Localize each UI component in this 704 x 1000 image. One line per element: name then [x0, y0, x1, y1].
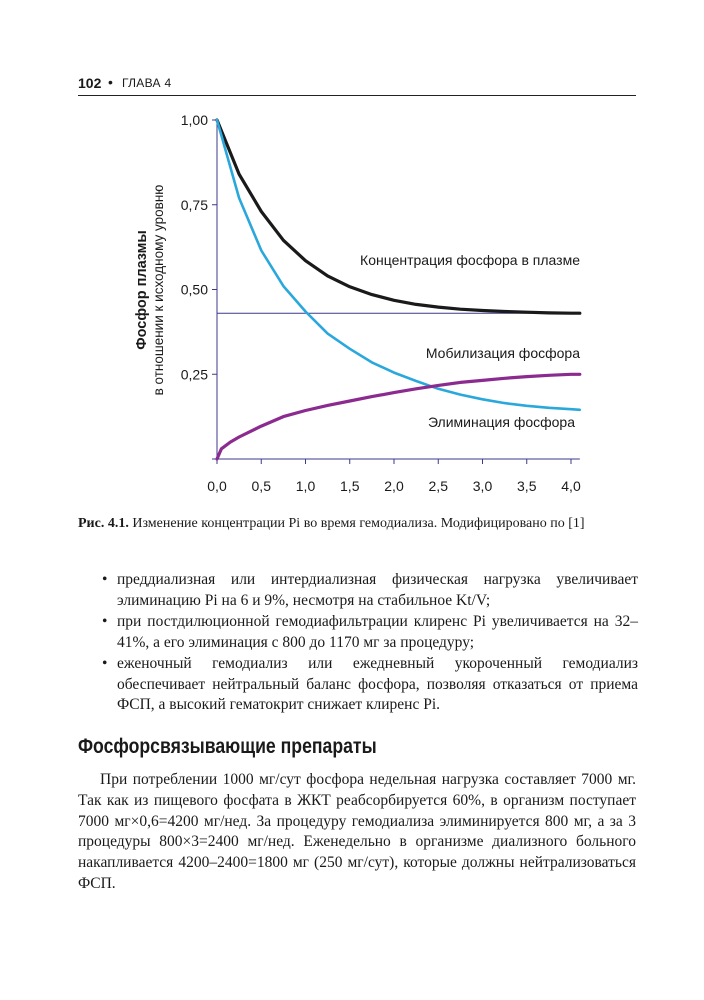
- series-annotation: Элиминация фосфора: [427, 414, 575, 430]
- caption-label: Рис. 4.1.: [78, 516, 129, 531]
- series-line: [217, 120, 580, 313]
- x-tick-label: 0,5: [251, 478, 271, 494]
- bullet-mark: •: [102, 613, 108, 630]
- running-header: [78, 73, 636, 96]
- list-item-text: еженочный гемодиализ или ежедневный укороченный гемодиализ обеспечивает нейтральный баланс фосфора, позволяя отказаться от приема ФСП, а высокий гематокрит снижает клиренс Pi.: [117, 655, 638, 713]
- bullet-mark: •: [102, 571, 108, 588]
- list-item-text: при постдилюционной гемодиафильтрации клиренс Pi увеличивается на 32–41%, а его элиминация с 800 до 1170 мг за процедуру;: [117, 613, 638, 651]
- x-tick-label: 1,0: [295, 478, 316, 494]
- x-tick-label: 3,5: [517, 478, 537, 494]
- phosphorus-chart: [0, 100, 704, 505]
- y-tick-label: 0,75: [180, 196, 208, 213]
- y-axis-subtitle: в отношении к исходному уровню: [151, 184, 166, 396]
- body-paragraph: При потреблении 1000 мг/сут фосфора недельная нагрузка составляет 7000 мг. Так как из пищевого фосфата в ЖКТ реабсорбируется 60%, в организм поступает 7000 мг×0,6=4200 мг/нед. За процедуру гемодиализа элиминируется 800 мг, а за 3 процедуры 800×3=2400 мг/нед. Еженедельно в организме диализного больного накапливается 4200–2400=1800 мг (250 мг/сут), которые должны нейтрализоваться ФСП.: [78, 771, 636, 892]
- page-number: 102: [78, 75, 102, 91]
- list-item: [102, 570, 638, 611]
- y-tick-label: 1,00: [180, 112, 208, 128]
- x-tick-label: 3,0: [472, 478, 493, 494]
- caption-text: Изменение концентрации Pi во время гемодиализа. Модифицировано по [1]: [128, 516, 585, 531]
- series-annotation: Мобилизация фосфора: [425, 345, 580, 361]
- list-item: [102, 612, 638, 653]
- bullet-list: [102, 570, 638, 717]
- x-tick-label: 0,0: [207, 478, 227, 494]
- y-axis-title: Фосфор плазмы: [134, 230, 150, 350]
- figure-caption: [78, 515, 638, 533]
- chapter-label: ГЛАВА 4: [122, 76, 172, 90]
- y-tick-label: 0,50: [180, 281, 208, 298]
- bullet-mark: •: [102, 655, 108, 672]
- header-bullet: •: [108, 74, 113, 90]
- x-tick-label: 2,0: [384, 478, 404, 494]
- x-tick-label: 4,0: [561, 478, 581, 494]
- section-heading: Фосфорсвязывающие препараты: [78, 735, 377, 758]
- list-item-text: преддиализная или интердиализная физическая нагрузка увеличивает элиминацию Pi на 6 и 9%, несмотря на стабильное Kt/V;: [117, 571, 638, 609]
- series-annotation: Концентрация фосфора в плазме: [360, 252, 580, 268]
- list-item: [102, 654, 638, 716]
- x-tick-label: 1,5: [340, 478, 360, 494]
- x-tick-label: 2,5: [428, 478, 448, 494]
- y-tick-label: 0,25: [180, 366, 208, 383]
